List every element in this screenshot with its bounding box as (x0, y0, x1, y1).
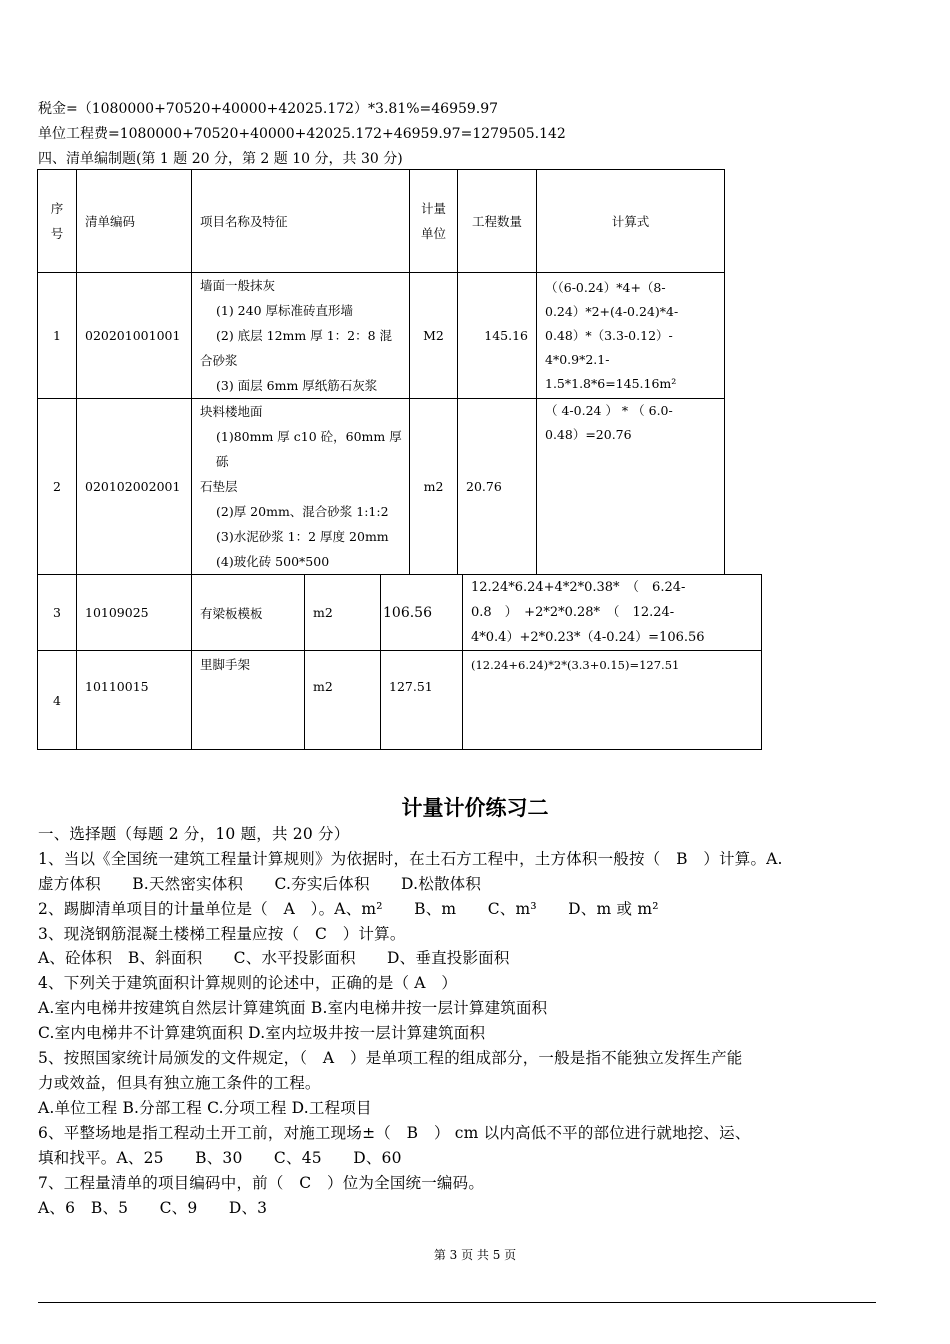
table-row (38, 273, 725, 399)
name-line: 块料楼地面 (200, 404, 263, 419)
name-line: (2) 底层 12mm 厚 1：2：8 混 (216, 328, 393, 343)
row-seq: 4 (38, 651, 77, 750)
row-code: 020102002001 (77, 399, 192, 575)
question-line: A、砼体积 B、斜面积 C、水平投影面积 D、垂直投影面积 (38, 949, 510, 967)
calc-line: 4*0.9*2.1- (545, 351, 610, 367)
row-seq: 1 (38, 273, 77, 399)
header-calc: 计算式 (537, 170, 725, 273)
header-qty: 工程数量 (458, 170, 537, 273)
row-code: 020201001001 (77, 273, 192, 399)
calc-line: （（6-0.24）*4+（8- (545, 279, 666, 295)
unit-cost-line: 单位工程费=1080000+70520+40000+42025.172+46959.97=1279505.142 (38, 126, 566, 142)
calc-line: 0.48）*（3.3-0.12）- (545, 327, 673, 343)
section4-heading: 四、清单编制题(第 1 题 20 分，第 2 题 10 分，共 30 分) (38, 151, 403, 167)
name-line: (1) 240 厚标准砖直形墙 (216, 303, 354, 318)
row-name (192, 399, 410, 575)
page-footer: 第 3 页 共 5 页 (433, 1248, 517, 1262)
tax-line: 税金=（1080000+70520+40000+42025.172）*3.81%=46959.97 (38, 101, 499, 117)
row-seq: 2 (38, 399, 77, 575)
question-line: 5、按照国家统计局颁发的文件规定，（ A ）是单项工程的组成部分，一般是指不能独立发挥生产能 (38, 1049, 743, 1067)
question-line: 1、当以《全国统一建筑工程量计算规则》为依据时，在土石方工程中，土方体积一般按（ B ）计算。A. (38, 850, 783, 868)
row-qty: 145.16 (458, 273, 537, 399)
row-calc (463, 575, 762, 651)
row-calc (463, 651, 762, 750)
header-unit: 计量单位 (410, 170, 458, 273)
row-name (192, 273, 410, 399)
exercise-title: 计量计价练习二 (401, 795, 549, 820)
row-unit: m2 (305, 575, 381, 651)
calc-line: 0.48）=20.76 (545, 427, 632, 442)
calc-line: 12.24*6.24+4*2*0.38* （ 6.24- (471, 580, 686, 595)
footer-rule (38, 1302, 876, 1303)
question-line: A.单位工程 B.分部工程 C.分项工程 D.工程项目 (38, 1099, 372, 1117)
bill-table-1 (37, 169, 725, 575)
name-line: (4)玻化砖 500*500 (216, 554, 330, 569)
calc-line: 4*0.4）+2*0.23*（4-0.24）=106.56 (471, 630, 705, 645)
row-unit: m2 (305, 651, 381, 750)
name-line: (2)厚 20mm、混合砂浆 1:1:2 (216, 504, 389, 519)
row-seq: 3 (38, 575, 77, 651)
header-code: 清单编码 (77, 170, 192, 273)
row-unit: M2 (410, 273, 458, 399)
name-line: 墙面一般抹灰 (200, 278, 276, 293)
question-line: 力或效益，但具有独立施工条件的工程。 (38, 1074, 321, 1092)
name-line: (3)水泥砂浆 1：2 厚度 20mm (216, 529, 389, 544)
question-line: 虚方体积 B.天然密实体积 C.夯实后体积 D.松散体积 (38, 875, 482, 893)
name-line: (3) 面层 6mm 厚纸筋石灰浆 (216, 378, 378, 393)
question-line: 6、平整场地是指工程动土开工前，对施工现场±（ B ） cm 以内高低不平的部位进行就地挖、运、 (38, 1124, 751, 1142)
row-qty: 20.76 (458, 399, 537, 575)
name-line: (1)80mm 厚 c10 砼，60mm 厚砾 (216, 429, 402, 469)
name-line: 石垫层 (200, 479, 238, 494)
bill-table-2 (37, 574, 762, 750)
table-row (38, 651, 762, 750)
row-calc (537, 399, 725, 575)
row-qty: 106.56 (381, 575, 463, 651)
calc-line: 0.8 ） +2*2*0.28* （ 12.24- (471, 605, 675, 620)
table-row (38, 575, 762, 651)
question-line: A.室内电梯井按建筑自然层计算建筑面 B.室内电梯井按一层计算建筑面积 (38, 999, 548, 1017)
header-name: 项目名称及特征 (192, 170, 410, 273)
question-line: 3、现浇钢筋混凝土楼梯工程量应按（ C ）计算。 (38, 925, 406, 943)
question-line: 2、踢脚清单项目的计量单位是（ A ）。A、m² B、m C、m³ D、m 或 m² (38, 900, 659, 918)
calc-line: (12.24+6.24)*2*(3.3+0.15)=127.51 (471, 658, 680, 672)
row-unit: m2 (410, 399, 458, 575)
name-line: 合砂浆 (200, 353, 238, 368)
question-line: A、6 B、5 C、9 D、3 (38, 1199, 268, 1217)
row-name: 有梁板模板 (192, 575, 305, 651)
question-line: 7、工程量清单的项目编码中，前（ C ）位为全国统一编码。 (38, 1174, 485, 1192)
header-seq: 序号 (38, 170, 77, 273)
section-heading: 一、选择题（每题 2 分，10 题，共 20 分） (38, 825, 350, 843)
question-line: 填和找平。A、25 B、30 C、45 D、60 (38, 1149, 402, 1167)
row-code: 10109025 (77, 575, 192, 651)
table-row (38, 399, 725, 575)
calc-line: 0.24）*2+(4-0.24)*4- (545, 303, 679, 319)
table-header-row (38, 170, 725, 273)
row-code: 10110015 (77, 651, 192, 750)
question-line: C.室内电梯井不计算建筑面积 D.室内垃圾井按一层计算建筑面积 (38, 1024, 486, 1042)
calc-line: （ 4-0.24 ） * （ 6.0- (545, 403, 673, 418)
question-line: 4、下列关于建筑面积计算规则的论述中，正确的是（ A ） (38, 974, 458, 992)
row-qty: 127.51 (381, 651, 463, 750)
row-name: 里脚手架 (192, 651, 305, 750)
calc-line: 1.5*1.8*6=145.16m² (545, 375, 677, 391)
row-calc (537, 273, 725, 399)
